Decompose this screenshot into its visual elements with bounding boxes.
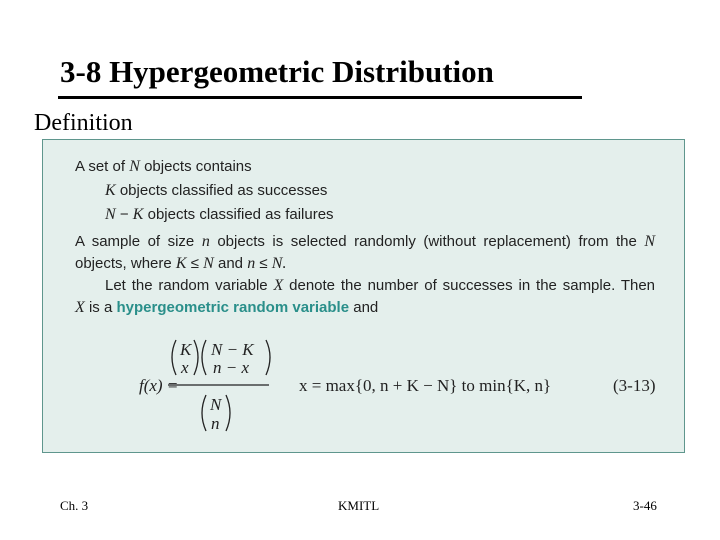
footer-page-number: 3-46	[633, 498, 657, 513]
svg-text:n − x: n − x	[213, 358, 250, 377]
svg-text:n: n	[211, 414, 220, 433]
slide-title: 3-8 Hypergeometric Distribution	[60, 54, 494, 89]
hypergeometric-term: hypergeometric random variable	[116, 299, 350, 316]
formula-lhs: f(x) =	[139, 376, 179, 395]
binomial-n-n	[202, 395, 230, 433]
footer-institution: KMITL	[338, 498, 380, 513]
binomial-k-x	[172, 340, 198, 377]
svg-text:N: N	[210, 395, 222, 414]
svg-text:N − K: N − K	[211, 340, 254, 359]
definition-line-7: X is a hypergeometric random variable and	[75, 299, 379, 316]
definition-heading: Definition	[34, 110, 133, 136]
svg-text:x: x	[181, 358, 189, 377]
svg-text:K: K	[180, 340, 192, 359]
footer-chapter: Ch. 3	[60, 498, 89, 513]
equation-number: (3-13)	[613, 376, 656, 395]
definition-line-3: N − K objects classified as failures	[105, 206, 334, 223]
definition-line-2: K objects classified as successes	[105, 182, 328, 199]
formula-range: x = max{0, n + K − N} to min{K, n}	[299, 376, 552, 395]
definition-line-1: A set of N objects contains	[75, 158, 252, 175]
definition-line-6: Let the random variable X denote the number of successes in the sample. Then	[105, 277, 656, 294]
binomial-nk-nx	[202, 340, 270, 377]
hypergeometric-formula	[43, 335, 686, 445]
definition-line-4: A sample of size n objects is selected randomly (without replacement) from the N	[75, 233, 656, 250]
definition-line-5: objects, where K ≤ N and n ≤ N.	[75, 255, 287, 272]
title-underline	[58, 96, 582, 99]
definition-box	[42, 139, 685, 453]
